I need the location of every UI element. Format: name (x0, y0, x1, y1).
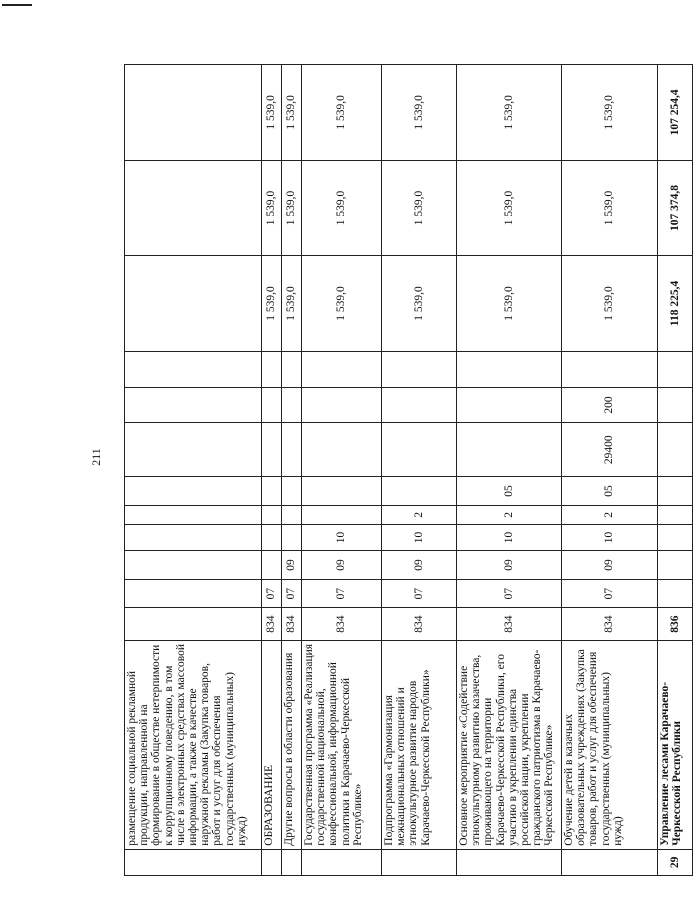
amount-cell-3: 1 539,0 (302, 160, 382, 256)
budget-table (124, 64, 693, 876)
amount-cell-4: 1 539,0 (262, 65, 282, 161)
subprogram-code-cell (302, 505, 382, 524)
expense-type-cell (658, 387, 693, 423)
expense-type-cell (302, 387, 382, 423)
event-code-cell (302, 477, 382, 506)
row-number-cell (262, 849, 282, 875)
amount-cell-3: 1 539,0 (282, 160, 302, 256)
direction-code-cell (382, 423, 457, 477)
amount-cell-1 (562, 351, 658, 387)
event-code-cell: 05 (457, 477, 562, 506)
event-code-cell (282, 477, 302, 506)
subsection-cell (262, 551, 282, 580)
expense-type-cell (457, 387, 562, 423)
section-cell: 07 (382, 579, 457, 608)
subprogram-code-cell (125, 505, 262, 524)
subprogram-code-cell (282, 505, 302, 524)
row-name-cell: Подпрограмма «Гармонизация межнациональных отношений и этнокультурное развитие народов Карачаево-Черкесской Республики» (382, 640, 457, 849)
amount-cell-2: 1 539,0 (262, 256, 282, 352)
table-row (282, 65, 302, 876)
row-number-cell (302, 849, 382, 875)
grbs-cell: 834 (382, 608, 457, 640)
budget-table-rotated (124, 64, 684, 876)
amount-cell-3: 1 539,0 (262, 160, 282, 256)
row-name-cell: Обучение детей в казачьих образовательных учреждениях (Закупка товаров, работ и услуг для обеспечения государственных (муниципальных) нужд) (562, 640, 658, 849)
row-name-cell: Государственная программа «Реализация государственной национальной, конфессиональной, информационной политики в Карачаево-Черкесской Республике» (302, 640, 382, 849)
section-cell: 07 (282, 579, 302, 608)
row-name-cell: размещение социальной рекламной продукции, направленной на формирование в обществе нетерпимости к коррупционному поведению, в том числе в электронных средствах массовой информации, а также в качестве наружной рекламы (Закупка товаров, работ и услуг для обеспечения государственных (муниципальных) нужд) (125, 640, 262, 849)
expense-type-cell (262, 387, 282, 423)
table-row (125, 65, 262, 876)
amount-cell-2: 1 539,0 (382, 256, 457, 352)
subsection-cell (125, 551, 262, 580)
amount-cell-1 (125, 351, 262, 387)
direction-code-cell (262, 423, 282, 477)
table-row (562, 65, 658, 876)
direction-code-cell (457, 423, 562, 477)
amount-cell-1 (382, 351, 457, 387)
grbs-cell (125, 608, 262, 640)
program-code-cell: 10 (382, 524, 457, 550)
amount-cell-2: 118 225,4 (658, 256, 693, 352)
amount-cell-2 (125, 256, 262, 352)
event-code-cell (658, 477, 693, 506)
amount-cell-1 (282, 351, 302, 387)
amount-cell-4: 1 539,0 (382, 65, 457, 161)
row-number-cell: 29 (658, 849, 693, 875)
grbs-cell: 836 (658, 608, 693, 640)
row-number-cell (282, 849, 302, 875)
subprogram-code-cell (262, 505, 282, 524)
amount-cell-3: 1 539,0 (382, 160, 457, 256)
amount-cell-2: 1 539,0 (282, 256, 302, 352)
event-code-cell (382, 477, 457, 506)
event-code-cell: 05 (562, 477, 658, 506)
row-name-cell: ОБРАЗОВАНИЕ (262, 640, 282, 849)
expense-type-cell (125, 387, 262, 423)
program-code-cell (658, 524, 693, 550)
section-cell: 07 (262, 579, 282, 608)
subprogram-code-cell: 2 (382, 505, 457, 524)
section-cell: 07 (562, 579, 658, 608)
section-cell: 07 (302, 579, 382, 608)
row-number-cell (562, 849, 658, 875)
subsection-cell: 09 (562, 551, 658, 580)
row-name-cell: Управление лесами Карачаево-Черкесской Республики (658, 640, 693, 849)
expense-type-cell (282, 387, 302, 423)
amount-cell-1 (302, 351, 382, 387)
amount-cell-3: 1 539,0 (562, 160, 658, 256)
row-number-cell (382, 849, 457, 875)
amount-cell-4: 1 539,0 (457, 65, 562, 161)
program-code-cell: 10 (457, 524, 562, 550)
program-code-cell: 10 (562, 524, 658, 550)
section-cell (125, 579, 262, 608)
subsection-cell (658, 551, 693, 580)
direction-code-cell (658, 423, 693, 477)
amount-cell-4: 1 539,0 (562, 65, 658, 161)
event-code-cell (125, 477, 262, 506)
row-name-cell: Основное мероприятие «Содействие этнокультурному развитию казачества, проживающего на территории Карачаево-Черкесской Республики, его участию в укреплении единства российской нации, укреплении гражданского патриотизма в Карачаево-Черкесской Республике» (457, 640, 562, 849)
grbs-cell: 834 (262, 608, 282, 640)
subsection-cell: 09 (302, 551, 382, 580)
amount-cell-4: 1 539,0 (302, 65, 382, 161)
amount-cell-3 (125, 160, 262, 256)
page-top-rule (2, 4, 32, 6)
table-row (382, 65, 457, 876)
grbs-cell: 834 (282, 608, 302, 640)
amount-cell-3: 107 374,8 (658, 160, 693, 256)
expense-type-cell (382, 387, 457, 423)
amount-cell-2: 1 539,0 (562, 256, 658, 352)
section-cell: 07 (457, 579, 562, 608)
amount-cell-1 (457, 351, 562, 387)
row-name-cell: Другие вопросы в области образования (282, 640, 302, 849)
table-row (658, 65, 693, 876)
amount-cell-2: 1 539,0 (457, 256, 562, 352)
amount-cell-4 (125, 65, 262, 161)
direction-code-cell: 29400 (562, 423, 658, 477)
subprogram-code-cell: 2 (562, 505, 658, 524)
event-code-cell (262, 477, 282, 506)
table-row (457, 65, 562, 876)
subprogram-code-cell (658, 505, 693, 524)
subsection-cell: 09 (282, 551, 302, 580)
expense-type-cell: 200 (562, 387, 658, 423)
grbs-cell: 834 (302, 608, 382, 640)
direction-code-cell (125, 423, 262, 477)
amount-cell-1 (262, 351, 282, 387)
amount-cell-3: 1 539,0 (457, 160, 562, 256)
page-number: 211 (89, 448, 103, 466)
amount-cell-4: 107 254,4 (658, 65, 693, 161)
section-cell (658, 579, 693, 608)
row-number-cell (125, 849, 262, 875)
subsection-cell: 09 (382, 551, 457, 580)
amount-cell-2: 1 539,0 (302, 256, 382, 352)
direction-code-cell (282, 423, 302, 477)
program-code-cell: 10 (302, 524, 382, 550)
program-code-cell (262, 524, 282, 550)
row-number-cell (457, 849, 562, 875)
direction-code-cell (302, 423, 382, 477)
grbs-cell: 834 (457, 608, 562, 640)
program-code-cell (125, 524, 262, 550)
table-row (302, 65, 382, 876)
amount-cell-1 (658, 351, 693, 387)
subprogram-code-cell: 2 (457, 505, 562, 524)
amount-cell-4: 1 539,0 (282, 65, 302, 161)
grbs-cell: 834 (562, 608, 658, 640)
subsection-cell: 09 (457, 551, 562, 580)
budget-table-wrapper (124, 64, 684, 876)
program-code-cell (282, 524, 302, 550)
table-row (262, 65, 282, 876)
